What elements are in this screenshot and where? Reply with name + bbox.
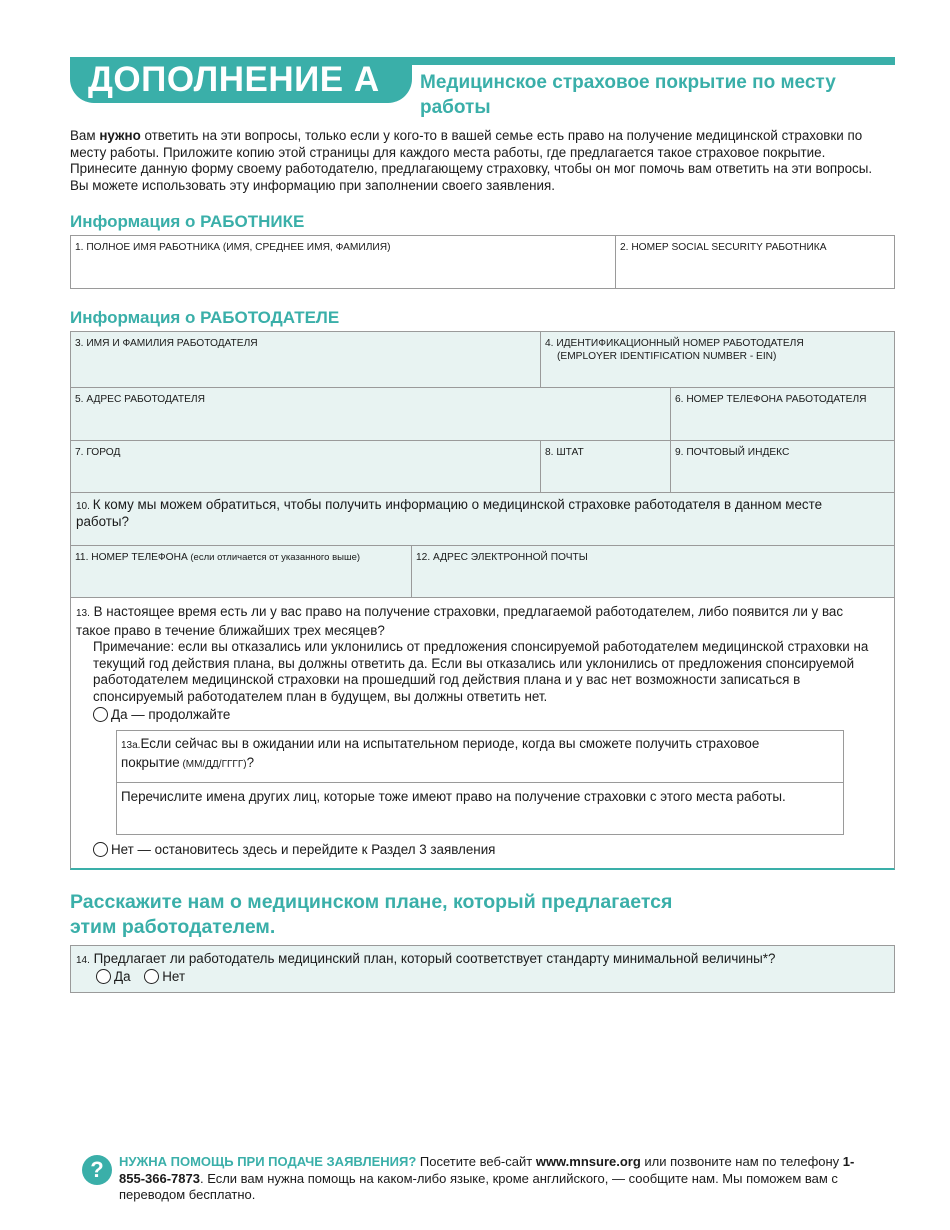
employer-address-field[interactable] — [70, 387, 671, 441]
question-13a-field[interactable] — [117, 731, 843, 783]
q14-yes-radio[interactable] — [96, 969, 111, 984]
employer-phone-field[interactable] — [670, 387, 895, 441]
q14-no-option[interactable]: Нет — [144, 969, 185, 984]
employee-name-field[interactable] — [70, 235, 616, 289]
help-icon: ? — [82, 1155, 112, 1185]
phone-number[interactable]: 1-855-366-7873 — [119, 1154, 855, 1186]
employer-phone-label: 6. НОМЕР ТЕЛЕФОНА РАБОТОДАТЕЛЯ — [675, 394, 867, 405]
employer-section-title: Информация о РАБОТОДАТЕЛЕ — [70, 308, 340, 327]
page-title: ДОПОЛНЕНИЕ A — [88, 60, 380, 99]
question-13-box — [70, 597, 895, 870]
contact-person-field[interactable] — [70, 492, 895, 546]
q14-no-radio[interactable] — [144, 969, 159, 984]
q13-no-option[interactable]: Нет — остановитесь здесь и перейдите к Раздел 3 заявления — [93, 842, 495, 857]
q13-yes-radio[interactable] — [93, 707, 108, 722]
q13-no-radio[interactable] — [93, 842, 108, 857]
employee-section-title: Информация о РАБОТНИКЕ — [70, 212, 305, 231]
other-eligible-names-label: Перечислите имена других лиц, которые тоже имеют право на получение страховки с этого места работы. — [121, 789, 786, 804]
contact-person-label: 10. К кому мы можем обратиться, чтобы получить информацию о медицинской страховке работодателя в данном месте работы? — [76, 497, 823, 529]
city-label: 7. ГОРОД — [75, 447, 121, 458]
zip-label: 9. ПОЧТОВЫЙ ИНДЕКС — [675, 447, 790, 458]
employer-address-label: 5. АДРЕС РАБОТОДАТЕЛЯ — [75, 394, 205, 405]
employer-name-field[interactable] — [70, 331, 541, 388]
q14-options — [96, 969, 185, 984]
employee-ssn-label: 2. НОМЕР SOCIAL SECURITY РАБОТНИКА — [620, 242, 827, 253]
question-14-text: 14. Предлагает ли работодатель медицинский план, который соответствует стандарту минимальной величины*? — [76, 951, 776, 966]
state-label: 8. ШТАТ — [545, 447, 584, 458]
q13-yes-option[interactable]: Да — продолжайте — [93, 707, 230, 722]
question-13a-text: 13a.Если сейчас вы в ожидании или на испытательном периоде, когда вы сможете получить страховое покрытие (ММ/ДД/ГГГГ)? — [121, 736, 760, 770]
city-field[interactable] — [70, 440, 541, 493]
employer-name-label: 3. ИМЯ И ФАМИЛИЯ РАБОТОДАТЕЛЯ — [75, 338, 258, 349]
question-13-text: 13. В настоящее время есть ли у вас право на получение страховки, предлагаемой работодателем, либо появится ли у вас такое право в течение ближайших трех месяцев? Примечание: если вы отказались или уклонились от предложения спонсируемой работодателем медицинской страховки на текущий год действия плана, вы должны ответить да. Если вы отказались или уклонились от предложения спонсируемой работодателем медицинской страховки на прошедший год действия плана и у вас нет возможности записаться в спонсируемый работодателем план в будущем, вы должны ответить нет. — [76, 604, 869, 704]
q14-yes-option[interactable]: Да — [96, 969, 131, 984]
question-13a-box — [116, 730, 844, 835]
intro-paragraph: Вам нужно ответить на эти вопросы, только если у кого-то в вашей семье есть право на получение медицинской страховки по месту работы. Приложите копию этой страницы для каждого места работы, где предлагается такое страховое покрытие. Принесите данную форму своему работодателю, предлагающему страховку, чтобы он мог помочь вам ответить на эти вопросы. Вы можете использовать эту информацию при заполнении своего заявления. — [70, 128, 873, 193]
page-subtitle: Медицинское страховое покрытие по месту работы — [420, 72, 836, 118]
employer-ein-label: 4. ИДЕНТИФИКАЦИОННЫЙ НОМЕР РАБОТОДАТЕЛЯ (EMPLOYER IDENTIFICATION NUMBER - EIN) — [545, 338, 804, 362]
contact-email-field[interactable] — [411, 545, 895, 598]
plan-section-title: Расскажите нам о медицинском плане, который предлагается этим работодателем. — [70, 891, 673, 938]
employee-ssn-field[interactable] — [615, 235, 895, 289]
website-link[interactable]: www.mnsure.org — [535, 1154, 641, 1169]
contact-phone-field[interactable] — [70, 545, 412, 598]
contact-phone-label: 11. НОМЕР ТЕЛЕФОНА (если отличается от указанного выше) — [75, 552, 361, 563]
question-14-box — [70, 945, 895, 993]
employee-name-label: 1. ПОЛНОЕ ИМЯ РАБОТНИКА (ИМЯ, СРЕДНЕЕ ИМЯ, ФАМИЛИЯ) — [75, 242, 391, 253]
zip-field[interactable] — [670, 440, 895, 493]
help-text: НУЖНА ПОМОЩЬ ПРИ ПОДАЧЕ ЗАЯВЛЕНИЯ? Посетите веб-сайт www.mnsure.org или позвоните нам по телефону 1-855-366-7873. Если вам нужна помощь на каком-либо языке, кроме английского, — сообщите нам. Мы поможем вам с переводом бесплатно. — [119, 1154, 855, 1202]
other-eligible-names-field[interactable] — [117, 783, 843, 835]
contact-email-label: 12. АДРЕС ЭЛЕКТРОННОЙ ПОЧТЫ — [416, 552, 588, 563]
state-field[interactable] — [540, 440, 671, 493]
employer-ein-field[interactable] — [540, 331, 895, 388]
